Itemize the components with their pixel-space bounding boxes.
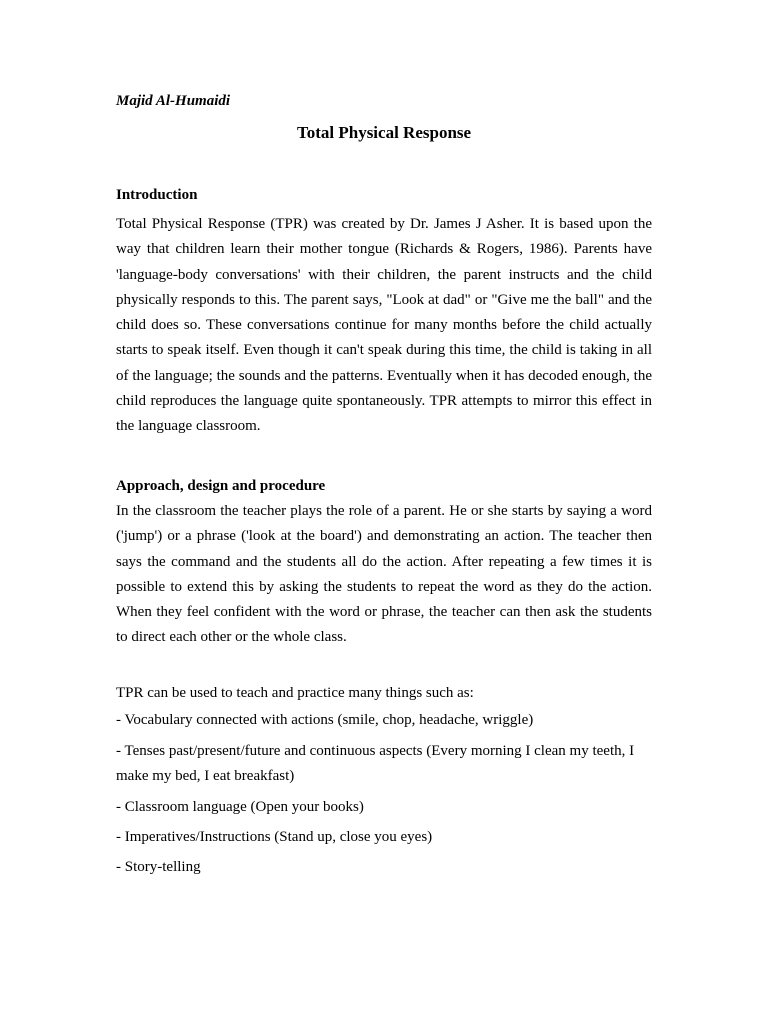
paragraph-approach: In the classroom the teacher plays the role of a parent. He or she starts by saying a word ('jump') or a phrase ('look at the board') and demonstrating an action. The teacher then says the command and the students all do the action. After repeating a few times it is possible to extend this by asking the students to repeat the word as they do the action. When they feel confident with the word or phrase, the teacher can then ask the students to direct each other or the whole class.	[116, 503, 652, 646]
list-item: - Imperatives/Instructions (Stand up, close you eyes)	[116, 829, 433, 845]
list-item: - Story-telling	[116, 859, 201, 875]
list-item: - Vocabulary connected with actions (smile, chop, headache, wriggle)	[116, 712, 534, 728]
author-name: Majid Al-Humaidi	[116, 93, 231, 109]
paragraph-introduction: Total Physical Response (TPR) was created by Dr. James J Asher. It is based upon the way that children learn their mother tongue (Richards & Rogers, 1986). Parents have 'language-body conversations' with their children, the parent instructs and the child physically responds to this. The parent says, "Look at dad" or "Give me the ball" and the child does so. These conversations continue for many months before the child actually starts to speak itself. Even though it can't speak during this time, the child is taking in all of the language; the sounds and the patterns. Eventually when it has decoded enough, the child reproduces the language quite spontaneously. TPR attempts to mirror this effect in the language classroom.	[116, 216, 652, 435]
section-heading-introduction: Introduction	[116, 187, 198, 203]
section-heading-approach: Approach, design and procedure	[116, 478, 326, 494]
list-item: - Classroom language (Open your books)	[116, 799, 364, 815]
list-item: - Tenses past/present/future and continuous aspects (Every morning I clean my teeth, I make my bed, I eat breakfast)	[116, 743, 635, 784]
document-title: Total Physical Response	[296, 123, 472, 142]
list-intro: TPR can be used to teach and practice many things such as:	[116, 685, 474, 701]
